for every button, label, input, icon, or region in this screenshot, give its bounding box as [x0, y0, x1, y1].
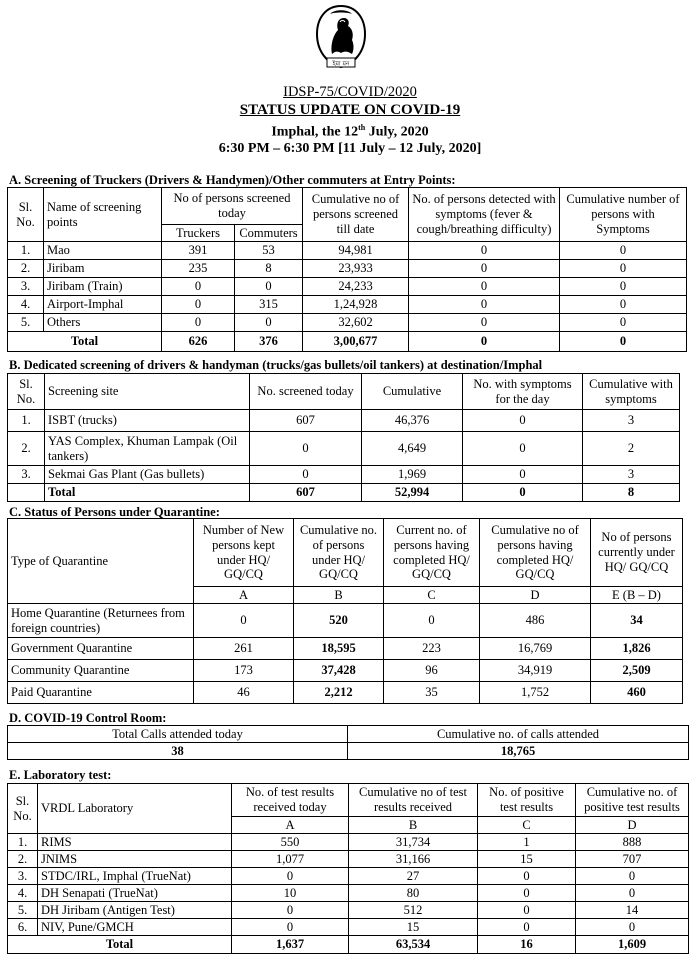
cell-d: 888 — [576, 834, 689, 851]
cell-cum-symptoms: 3 — [583, 466, 680, 484]
header-sl: Sl. No. — [8, 784, 38, 834]
section-d-title: D. COVID-19 Control Room: — [9, 711, 167, 725]
header-e: No of persons currently under HQ/ GQ/CQ — [591, 519, 683, 587]
cell-total-label: Total — [8, 332, 162, 352]
header-type: Type of Quarantine — [8, 519, 194, 604]
cell-truckers: 391 — [162, 242, 235, 260]
cell-c: 0 — [384, 604, 480, 638]
table-row — [8, 314, 687, 332]
cell-cumulative: 46,376 — [362, 410, 463, 432]
cell-c: 0 — [478, 902, 576, 919]
cell-cumulative: 1,969 — [362, 466, 463, 484]
header-b: Cumulative no of test results received — [349, 784, 478, 817]
cell-sl: 2. — [8, 260, 44, 278]
cell-e: 2,509 — [591, 660, 683, 682]
section-b-table — [7, 373, 680, 502]
cell-cum-symptoms: 3 — [583, 410, 680, 432]
cell-b: 31,166 — [349, 851, 478, 868]
cell-a: 1,637 — [232, 936, 349, 954]
cell-a: 550 — [232, 834, 349, 851]
total-row — [8, 484, 680, 502]
cell-symptoms: 0 — [409, 332, 560, 352]
table-row — [8, 466, 680, 484]
cell-name: Others — [44, 314, 162, 332]
letter-b: B — [294, 587, 384, 604]
cell-truckers: 626 — [162, 332, 235, 352]
cell-a: 10 — [232, 885, 349, 902]
cell-b: 37,428 — [294, 660, 384, 682]
cell-lab: STDC/IRL, Imphal (TrueNat) — [38, 868, 232, 885]
cell-cumulative: 4,649 — [362, 432, 463, 466]
cell-total-label: Total — [8, 936, 232, 954]
cell-symptoms: 0 — [409, 296, 560, 314]
cell-commuters: 0 — [235, 314, 303, 332]
cell-type: Home Quarantine (Returnees from foreign countries) — [8, 604, 194, 638]
cell-d: 0 — [576, 868, 689, 885]
letter-a: A — [232, 817, 349, 834]
cell-sl: 5. — [8, 902, 38, 919]
section-b-title: B. Dedicated screening of drivers & handyman (trucks/gas bullets/oil tankers) at destination/Imphal — [9, 358, 543, 372]
cell-b: 18,595 — [294, 638, 384, 660]
table-row — [8, 851, 689, 868]
cell-symptoms: 0 — [463, 484, 583, 502]
cell-truckers: 0 — [162, 296, 235, 314]
cell-commuters: 376 — [235, 332, 303, 352]
letter-b: B — [349, 817, 478, 834]
place-date-sup: th — [358, 123, 366, 132]
cell-commuters: 0 — [235, 278, 303, 296]
cell-b: 15 — [349, 919, 478, 936]
header-symptoms: No. of persons detected with symptoms (fever & cough/breathing difficulty) — [409, 188, 560, 242]
cell-sl: 3. — [8, 466, 45, 484]
table-row — [8, 682, 683, 704]
header-commuters: Commuters — [235, 225, 303, 242]
table-row — [8, 885, 689, 902]
header-sl: Sl. No. — [8, 188, 44, 242]
table-row — [8, 868, 689, 885]
cell-commuters: 8 — [235, 260, 303, 278]
cell-symptoms: 0 — [409, 278, 560, 296]
cell-lab: DH Jiribam (Antigen Test) — [38, 902, 232, 919]
cell-a: 46 — [194, 682, 294, 704]
table-row — [8, 902, 689, 919]
header-truckers: Truckers — [162, 225, 235, 242]
cell-truckers: 0 — [162, 278, 235, 296]
header-today: No. screened today — [250, 374, 362, 410]
letter-d: D — [480, 587, 591, 604]
cell-b: 2,212 — [294, 682, 384, 704]
cell-d: 486 — [480, 604, 591, 638]
cell-e: 1,826 — [591, 638, 683, 660]
cell-symptoms: 0 — [409, 260, 560, 278]
cell-symptoms: 0 — [463, 432, 583, 466]
cell-c: 15 — [478, 851, 576, 868]
cell-truckers: 0 — [162, 314, 235, 332]
cell-b: 31,734 — [349, 834, 478, 851]
cell-sl: 2. — [8, 851, 38, 868]
cell-name: Jiribam (Train) — [44, 278, 162, 296]
cell-e: 460 — [591, 682, 683, 704]
cell-symptoms: 0 — [409, 314, 560, 332]
table-row — [8, 410, 680, 432]
cell-sl: 1. — [8, 834, 38, 851]
calls-cumulative-label: Cumulative no. of calls attended — [348, 726, 689, 743]
header-symptoms: No. with symptoms for the day — [463, 374, 583, 410]
cell-type: Paid Quarantine — [8, 682, 194, 704]
cell-commuters: 53 — [235, 242, 303, 260]
header-lab: VRDL Laboratory — [38, 784, 232, 834]
header-c: Current no. of persons having completed HQ/ GQ/CQ — [384, 519, 480, 587]
cell-total-label: Total — [45, 484, 250, 502]
place-date-suffix: July, 2020 — [365, 124, 429, 140]
cell-lab: NIV, Pune/GMCH — [38, 919, 232, 936]
cell-sl: 1. — [8, 242, 44, 260]
cell-d: 34,919 — [480, 660, 591, 682]
cell-name: Mao — [44, 242, 162, 260]
header-c: No. of positive test results — [478, 784, 576, 817]
cell-cumulative: 1,24,928 — [303, 296, 409, 314]
cell-b: 520 — [294, 604, 384, 638]
cell-a: 0 — [232, 919, 349, 936]
place-date-prefix: Imphal, the 12 — [271, 124, 359, 140]
cell-today: 0 — [250, 466, 362, 484]
cell-sl: 3. — [8, 868, 38, 885]
cell-today: 607 — [250, 484, 362, 502]
cell-truckers: 235 — [162, 260, 235, 278]
cell-sl: 5. — [8, 314, 44, 332]
manipur-emblem-logo — [314, 4, 368, 74]
section-c-title: C. Status of Persons under Quarantine: — [9, 505, 220, 519]
cell-cum-symptoms: 0 — [560, 332, 687, 352]
table-row — [8, 638, 683, 660]
header-b: Cumulative no. of persons under HQ/ GQ/CQ — [294, 519, 384, 587]
cell-cum-symptoms: 8 — [583, 484, 680, 502]
table-row — [8, 296, 687, 314]
header-today: No of persons screened today — [162, 188, 303, 225]
cell-d: 0 — [576, 919, 689, 936]
cell-c: 223 — [384, 638, 480, 660]
header-cumulative: Cumulative — [362, 374, 463, 410]
header-a: No. of test results received today — [232, 784, 349, 817]
cell-a: 0 — [232, 868, 349, 885]
header-site: Screening site — [45, 374, 250, 410]
cell-today: 607 — [250, 410, 362, 432]
table-row — [8, 242, 687, 260]
cell-lab: DH Senapati (TrueNat) — [38, 885, 232, 902]
reporting-period: 6:30 PM – 6:30 PM [11 July – 12 July, 2020] — [218, 141, 482, 156]
cell-lab: JNIMS — [38, 851, 232, 868]
cell-sl: 3. — [8, 278, 44, 296]
cell-today: 0 — [250, 432, 362, 466]
cell-a: 0 — [194, 604, 294, 638]
cell-sl: 4. — [8, 885, 38, 902]
table-row — [8, 278, 687, 296]
cell-b: 63,534 — [349, 936, 478, 954]
cell-sl: 2. — [8, 432, 45, 466]
cell-site: Sekmai Gas Plant (Gas bullets) — [45, 466, 250, 484]
cell-symptoms: 0 — [409, 242, 560, 260]
cell-cum-symptoms: 0 — [560, 314, 687, 332]
header-name: Name of screening points — [44, 188, 162, 242]
calls-today-value: 38 — [8, 743, 348, 760]
total-row — [8, 936, 689, 954]
cell-c: 16 — [478, 936, 576, 954]
cell-cumulative: 3,00,677 — [303, 332, 409, 352]
cell-name: Airport-Imphal — [44, 296, 162, 314]
cell-a: 173 — [194, 660, 294, 682]
document-reference: IDSP-75/COVID/2020 — [283, 84, 417, 100]
cell-d: 707 — [576, 851, 689, 868]
cell-c: 35 — [384, 682, 480, 704]
cell-b: 80 — [349, 885, 478, 902]
section-a-title: A. Screening of Truckers (Drivers & Handymen)/Other commuters at Entry Points: — [9, 173, 456, 187]
letter-c: C — [478, 817, 576, 834]
section-e-title: E. Laboratory test: — [9, 768, 112, 782]
cell-site: ISBT (trucks) — [45, 410, 250, 432]
cell-type: Government Quarantine — [8, 638, 194, 660]
cell-sl: 6. — [8, 919, 38, 936]
cell-d: 14 — [576, 902, 689, 919]
cell-d: 1,609 — [576, 936, 689, 954]
header-d: Cumulative no. of positive test results — [576, 784, 689, 817]
cell-c: 96 — [384, 660, 480, 682]
header-sl: Sl. No. — [8, 374, 45, 410]
cell-cum-symptoms: 0 — [560, 260, 687, 278]
cell-cum-symptoms: 0 — [560, 242, 687, 260]
place-date — [0, 123, 700, 141]
cell-a: 261 — [194, 638, 294, 660]
section-a-table — [7, 187, 687, 352]
header-cum-symptoms: Cumulative number of persons with Symptoms — [560, 188, 687, 242]
cell-c: 0 — [478, 885, 576, 902]
cell-cumulative: 32,602 — [303, 314, 409, 332]
letter-c: C — [384, 587, 480, 604]
cell-c: 0 — [478, 919, 576, 936]
table-row — [8, 604, 683, 638]
total-row — [8, 332, 687, 352]
cell-cumulative: 94,981 — [303, 242, 409, 260]
cell-d: 16,769 — [480, 638, 591, 660]
cell-e: 34 — [591, 604, 683, 638]
cell-cumulative: 24,233 — [303, 278, 409, 296]
header-d: Cumulative no of persons having completed HQ/ GQ/CQ — [480, 519, 591, 587]
document-title: STATUS UPDATE ON COVID-19 — [239, 102, 461, 118]
cell-cum-symptoms: 2 — [583, 432, 680, 466]
emblem-text: ইমা মন — [332, 60, 350, 68]
cell-b: 512 — [349, 902, 478, 919]
cell-site: YAS Complex, Khuman Lampak (Oil tankers) — [45, 432, 250, 466]
table-row — [8, 834, 689, 851]
cell-c: 1 — [478, 834, 576, 851]
letter-d: D — [576, 817, 689, 834]
table-row — [8, 919, 689, 936]
cell-type: Community Quarantine — [8, 660, 194, 682]
header-a: Number of New persons kept under HQ/ GQ/CQ — [194, 519, 294, 587]
table-row — [8, 660, 683, 682]
letter-a: A — [194, 587, 294, 604]
cell-sl: 4. — [8, 296, 44, 314]
cell-name: Jiribam — [44, 260, 162, 278]
cell-cumulative: 23,933 — [303, 260, 409, 278]
cell-commuters: 315 — [235, 296, 303, 314]
cell-d: 0 — [576, 885, 689, 902]
section-d-table — [7, 725, 689, 760]
cell-b: 27 — [349, 868, 478, 885]
cell-sl: 1. — [8, 410, 45, 432]
header-cum-symptoms: Cumulative with symptoms — [583, 374, 680, 410]
table-row — [8, 432, 680, 466]
cell-lab: RIMS — [38, 834, 232, 851]
cell-d: 1,752 — [480, 682, 591, 704]
header-cumulative: Cumulative no of persons screened till date — [303, 188, 409, 242]
cell-symptoms: 0 — [463, 466, 583, 484]
cell-symptoms: 0 — [463, 410, 583, 432]
cell-c: 0 — [478, 868, 576, 885]
table-row — [8, 260, 687, 278]
letter-e: E (B – D) — [591, 587, 683, 604]
cell-cumulative: 52,994 — [362, 484, 463, 502]
calls-cumulative-value: 18,765 — [348, 743, 689, 760]
cell-cum-symptoms: 0 — [560, 278, 687, 296]
cell-a: 0 — [232, 902, 349, 919]
calls-today-label: Total Calls attended today — [8, 726, 348, 743]
cell-cum-symptoms: 0 — [560, 296, 687, 314]
section-c-table — [7, 518, 683, 704]
section-e-table — [7, 783, 689, 954]
cell-a: 1,077 — [232, 851, 349, 868]
